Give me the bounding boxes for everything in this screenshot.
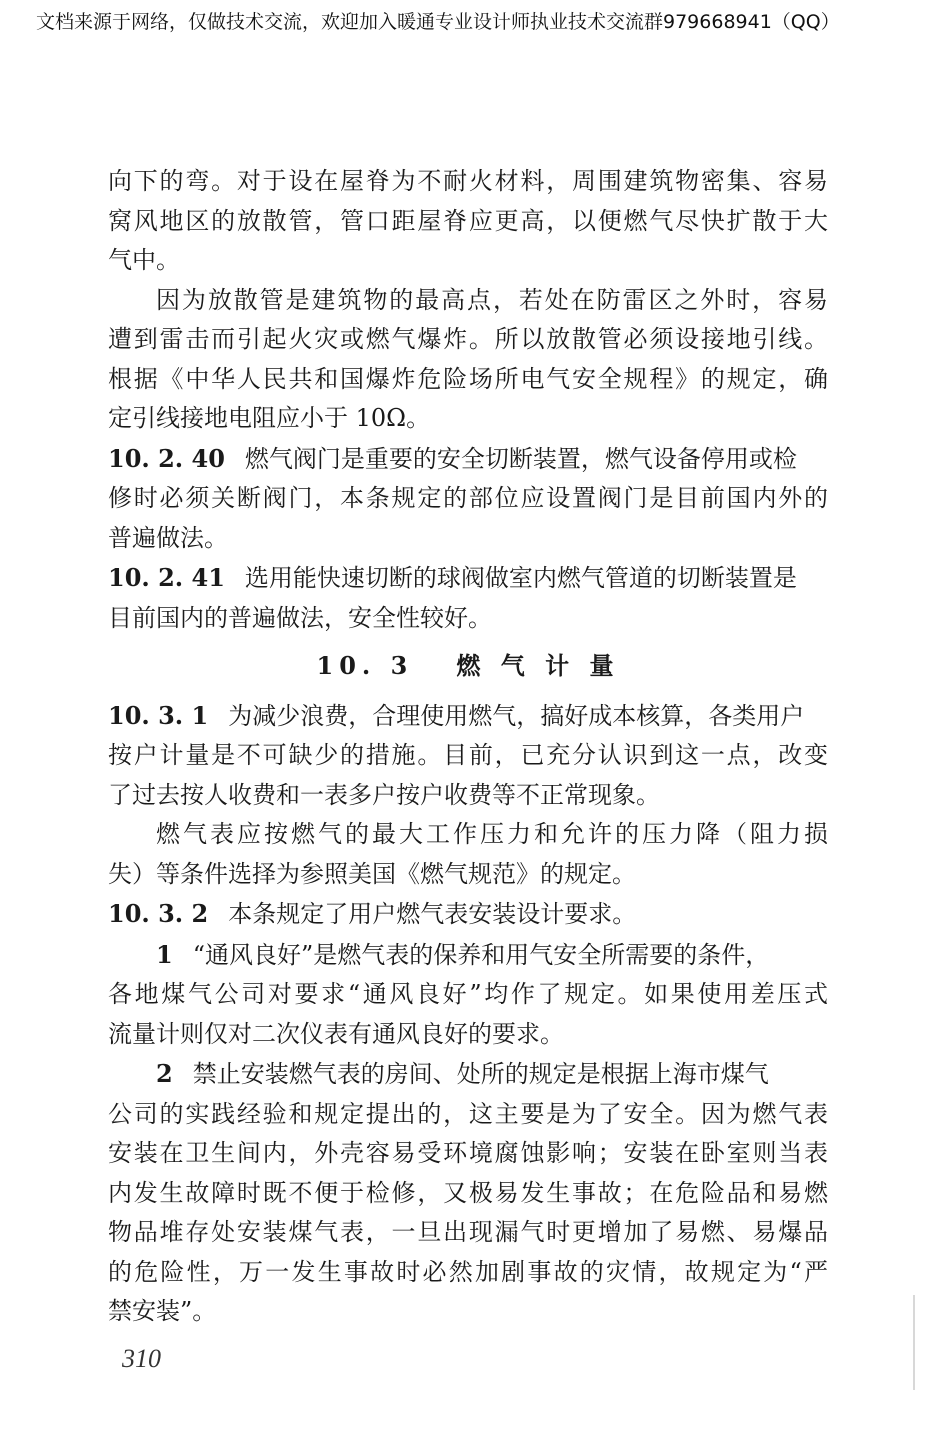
item-number: 2 xyxy=(156,1059,173,1088)
text-line: 选用能快速切断的球阀做室内燃气管道的切断装置是 xyxy=(244,564,797,592)
clause-number: 10. 2. 40 xyxy=(108,443,225,473)
text-line: 了过去按人收费和一表多户按户收费等不正常现象。 xyxy=(108,780,660,809)
text-line: 禁止安装燃气表的房间、处所的规定是根据上海市煤气 xyxy=(192,1060,769,1088)
clause-10-3-2 xyxy=(108,894,828,935)
text-line: 窝风地区的放散管，管口距屋脊应更高，以便燃气尽快扩散于大 xyxy=(108,206,828,235)
text-line: 流量计则仅对二次仪表有通风良好的要求。 xyxy=(108,1019,564,1048)
text-line: 内发生故障时既不便于检修，又极易发生事故；在危险品和易燃 xyxy=(108,1178,828,1207)
item-number: 1 xyxy=(156,939,173,969)
text-line: 修时必须关断阀门，本条规定的部位应设置阀门是目前国内外的 xyxy=(108,484,828,512)
clause-number: 10. 2. 41 xyxy=(108,563,225,592)
section-number: 10. 3 xyxy=(316,651,414,680)
page-body xyxy=(108,162,828,1332)
clause-10-2-40 xyxy=(108,439,828,480)
text-line: 本条规定了用户燃气表安装设计要求。 xyxy=(228,900,637,928)
text-line: 为减少浪费，合理使用燃气，搞好成本核算，各类用户 xyxy=(228,701,805,730)
text-line: 物品堆存处安装煤气表，一旦出现漏气时更增加了易燃、易爆品 xyxy=(108,1218,828,1246)
text-line: 燃气阀门是重要的安全切断装置，燃气设备停用或检 xyxy=(244,444,797,473)
section-heading xyxy=(108,646,828,686)
item-1 xyxy=(108,935,828,976)
text-line: 按户计量是不可缺少的措施。目前，已充分认识到这一点，改变 xyxy=(108,741,828,769)
text-line: 禁安装”。 xyxy=(108,1297,217,1325)
clause-10-3-1 xyxy=(108,696,828,737)
text-line: 向下的弯。对于设在屋脊为不耐火材料，周围建筑物密集、容易 xyxy=(108,167,828,195)
text-line: 燃气表应按燃气的最大工作压力和允许的压力降（阻力损 xyxy=(156,820,828,848)
item-2 xyxy=(108,1054,828,1095)
text-line: 的危险性，万一发生事故时必然加剧事故的灾情，故规定为“严 xyxy=(108,1257,828,1286)
section-title: 燃 气 计 量 xyxy=(456,651,620,680)
text-line: 目前国内的普遍做法，安全性较好。 xyxy=(108,603,492,632)
clause-number: 10. 3. 2 xyxy=(108,899,209,928)
clause-10-2-41 xyxy=(108,558,828,599)
text-line: 失）等条件选择为参照美国《燃气规范》的规定。 xyxy=(108,859,636,888)
text-line: 因为放散管是建筑物的最高点，若处在防雷区之外时，容易 xyxy=(156,285,828,314)
header-note: 文档来源于网络，仅做技术交流，欢迎加入暖通专业设计师执业技术交流群979668941（QQ） xyxy=(36,11,840,33)
text-line: 安装在卫生间内，外壳容易受环境腐蚀影响；安装在卧室则当表 xyxy=(108,1139,828,1167)
text-line: 定引线接地电阻应小于 10Ω。 xyxy=(108,404,431,432)
page-number: 310 xyxy=(122,1344,161,1373)
text-line: 气中。 xyxy=(108,246,180,274)
text-line: 遭到雷击而引起火灾或燃气爆炸。所以放散管必须设接地引线。 xyxy=(108,325,828,353)
text-line: 根据《中华人民共和国爆炸危险场所电气安全规程》的规定，确 xyxy=(108,364,828,393)
text-line: 公司的实践经验和规定提出的，这主要是为了安全。因为燃气表 xyxy=(108,1099,828,1128)
clause-number: 10. 3. 1 xyxy=(108,700,209,730)
page-edge-divider xyxy=(913,1295,915,1390)
text-line: 普遍做法。 xyxy=(108,523,228,552)
text-line: 各地煤气公司对要求“通风良好”均作了规定。如果使用差压式 xyxy=(108,980,828,1008)
text-line: “通风良好”是燃气表的保养和用气安全所需要的条件， xyxy=(192,940,770,969)
